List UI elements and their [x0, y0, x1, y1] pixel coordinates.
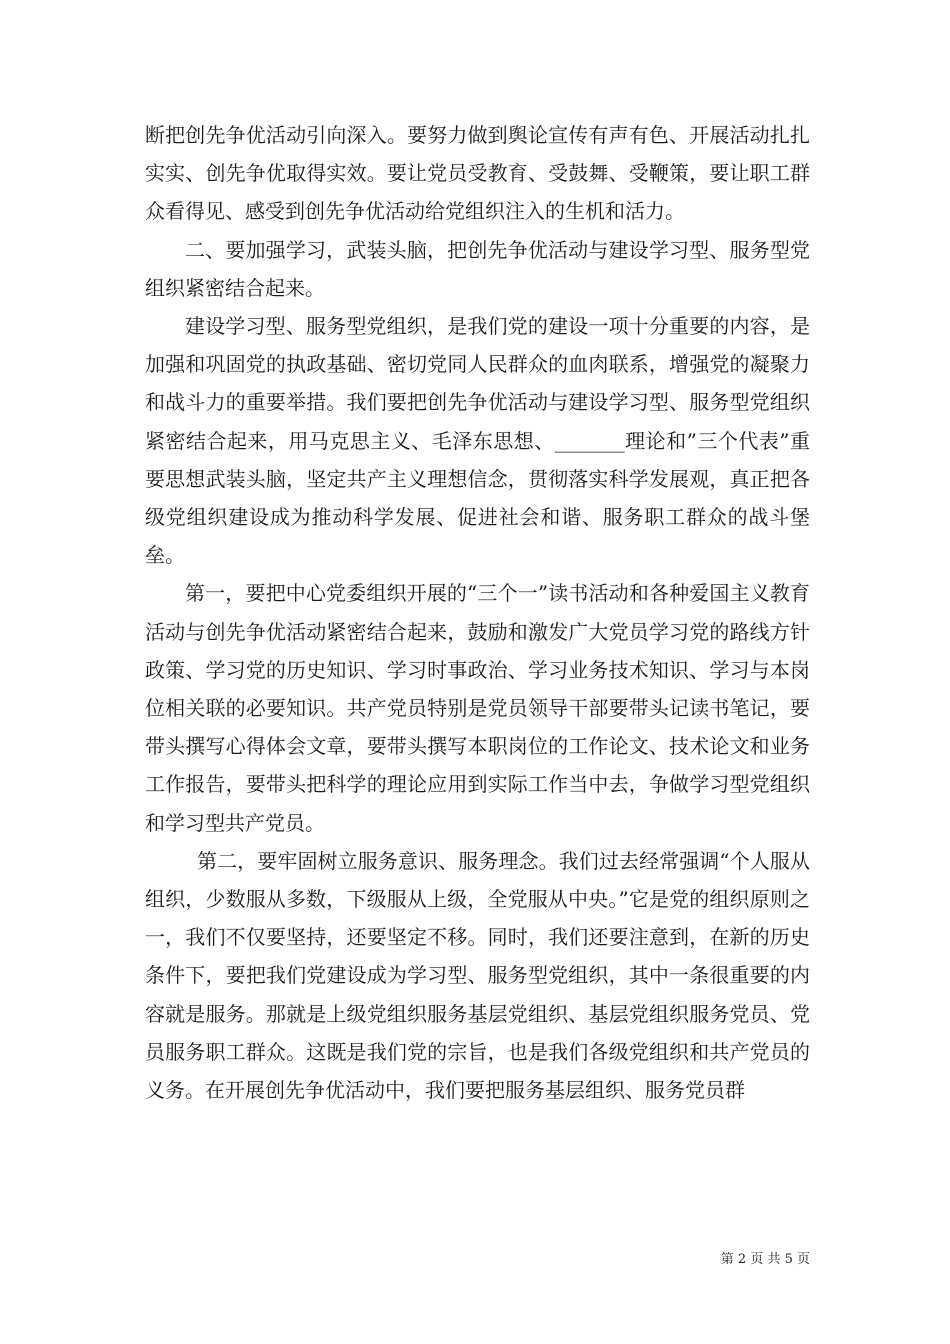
paragraph-point-two: 第二，要牢固树立服务意识、服务理念。我们过去经常强调“个人服从组织，少数服从多数，下级服从上级，全党服从中央。”它是党的组织原则之一，我们不仅要坚持，还要坚定不移。同时，我们还要注意到，在新的历史条件下，要把我们党建设成为学习型、服务型党组织，其中一条很重要的内容就是服务。那就是上级党组织服务基层党组织、基层党组织服务党员、党员服务职工群众。这既是我们党的宗旨，也是我们各级党组织和共产党员的义务。在开展创先争优活动中，我们要把服务基层组织、服务党员群 [145, 848, 810, 1103]
paragraph-continuation: 断把创先争优活动引向深入。要努力做到舆论宣传有声有色、开展活动扎扎实实、创先争优取得实效。要让党员受教育、受鼓舞、受鞭策，要让职工群众看得见、感受到创先争优活动给党组织注入的生机和活力。 [145, 123, 810, 224]
paragraph-point-one: 第一，要把中心党委组织开展的“三个一”读书活动和各种爱国主义教育活动与创先争优活动紧密结合起来，鼓励和激发广大党员学习党的路线方针政策、学习党的历史知识、学习时事政治、学习业务技术知识、学习与本岗位相关联的必要知识。共产党员特别是党员领导干部要带头记读书笔记，要带头撰写心得体会文章，要带头撰写本职岗位的工作论文、技术论文和业务工作报告，要带头把科学的理论应用到实际工作当中去，争做学习型党组织和学习型共产党员。 [145, 581, 810, 835]
document-body [145, 116, 810, 1109]
paragraph-learning-service: 建设学习型、服务型党组织，是我们党的建设一项十分重要的内容，是加强和巩固党的执政基础、密切党同人民群众的血肉联系，增强党的凝聚力和战斗力的重要举措。我们要把创先争优活动与建设学习型、服务型党组织紧密结合起来，用马克思主义、毛泽东思想、_______理论和”三个代表”重要思想武装头脑，坚定共产主义理想信念，贯彻落实科学发展观，真正把各级党组织建设成为推动科学发展、促进社会和谐、服务职工群众的战斗堡垒。 [145, 314, 810, 568]
section-heading-two: 二、要加强学习，武装头脑，把创先争优活动与建设学习型、服务型党组织紧密结合起来。 [145, 237, 810, 300]
page-number-footer: 第 2 页 共 5 页 [720, 1252, 810, 1267]
